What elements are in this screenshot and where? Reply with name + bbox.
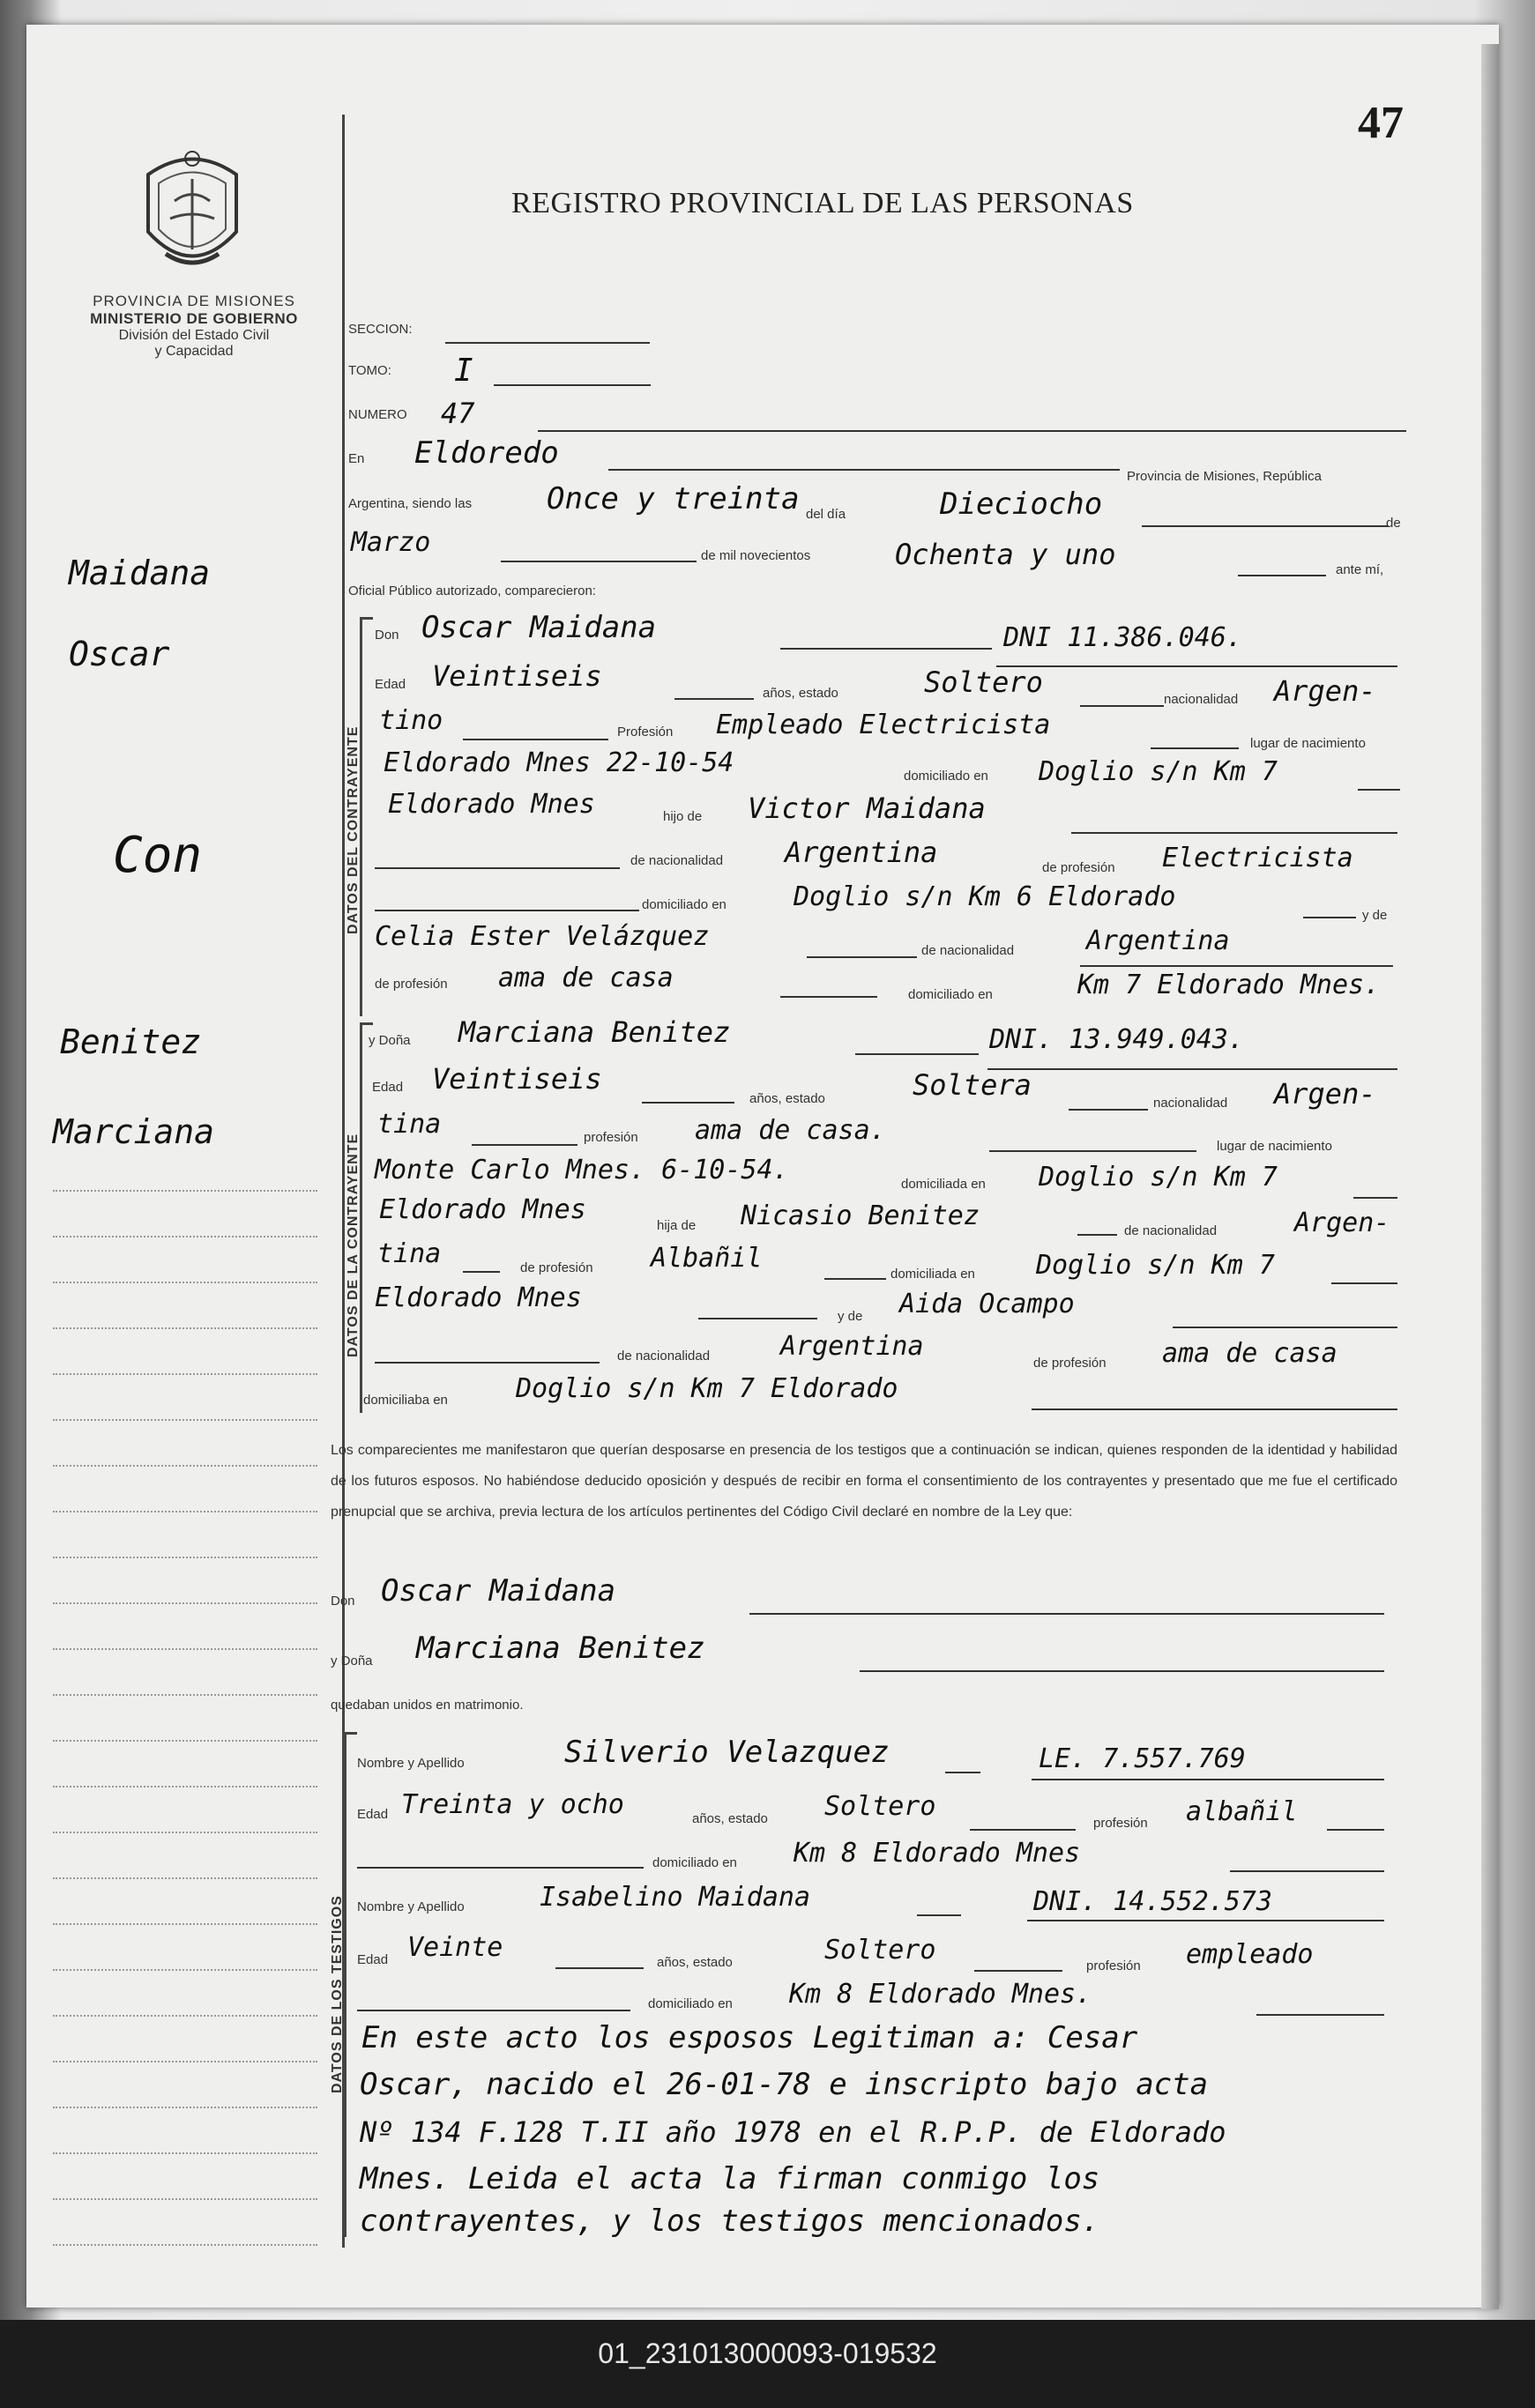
tomo-label: TOMO: <box>348 363 391 378</box>
bride-address: Doglio s/n Km 7 <box>1039 1162 1278 1193</box>
groom-father-dom-label: domiciliado en <box>642 897 727 912</box>
groom-lugar-label: lugar de nacimiento <box>1250 736 1366 751</box>
bride-dona-label: y Doña <box>369 1033 411 1048</box>
w1-edad-label: Edad <box>357 1807 389 1822</box>
groom-dni-line <box>996 665 1397 667</box>
bride-mother-line <box>1173 1327 1397 1328</box>
groom-estado: Soltero <box>924 665 1043 699</box>
w1-name: Silverio Velazquez <box>564 1735 890 1770</box>
w2-prof-label: profesión <box>1086 1958 1141 1973</box>
margin-groom-name: Oscar <box>69 635 170 673</box>
w2-id-line <box>1027 1920 1384 1921</box>
day-label: del día <box>806 507 846 522</box>
groom-mother-nat-label: de nacionalidad <box>921 943 1015 958</box>
bride-address-b: Eldorado Mnes <box>379 1194 586 1225</box>
note-line-5: contrayentes, y los testigos mencionados. <box>360 2204 1100 2239</box>
groom-mother-prof: ama de casa <box>498 962 674 993</box>
groom-prof-line <box>1151 747 1239 749</box>
bride-father-prof-line <box>824 1278 886 1280</box>
bride-mother-address-line <box>1032 1408 1397 1410</box>
bride-father-dom-label: domiciliada en <box>890 1267 975 1282</box>
groom-don-label: Don <box>375 628 399 643</box>
groom-dom-label: domiciliado en <box>904 769 988 784</box>
seccion-line <box>445 342 650 344</box>
groom-edad-label: Edad <box>375 677 406 692</box>
day-value: Dieciocho <box>940 487 1103 522</box>
groom-age: Veintiseis <box>432 659 602 693</box>
bride-father-line <box>1077 1234 1117 1236</box>
bride-prof-label: profesión <box>584 1130 638 1145</box>
groom-father-dom-line <box>375 910 639 911</box>
bride-nationality-a: Argen- <box>1274 1077 1376 1111</box>
bride-father-prof-label: de profesión <box>520 1260 593 1275</box>
en-label: En <box>348 451 365 466</box>
decl-don-label: Don <box>331 1594 355 1609</box>
page-edge <box>1481 44 1499 2309</box>
bride-estado: Soltera <box>913 1068 1032 1102</box>
year-line <box>1238 575 1326 576</box>
decl-groom-line <box>749 1613 1384 1615</box>
groom-father: Victor Maidana <box>748 792 986 825</box>
w1-name-label: Nombre y Apellido <box>357 1756 465 1771</box>
note-line-3: Nº 134 F.128 T.II año 1978 en el R.P.P. de Eldorado <box>360 2115 1226 2149</box>
w1-dom-label: domiciliado en <box>652 1855 737 1870</box>
groom-mother-address: Km 7 Eldorado Mnes. <box>1077 970 1381 1000</box>
institution-block <box>62 293 326 360</box>
institution-line-2: MINISTERIO DE GOBIERNO <box>90 310 298 327</box>
bride-father-address-b: Eldorado Mnes <box>375 1282 582 1313</box>
note-line-2: Oscar, nacido el 26-01-78 e inscripto bajo acta <box>360 2067 1209 2102</box>
place-value: Eldoredo <box>414 435 559 471</box>
bride-profession: ama de casa. <box>695 1115 886 1146</box>
bride-lugar-label: lugar de nacimiento <box>1217 1139 1332 1154</box>
groom-mother-nat: Argentina <box>1086 925 1230 956</box>
bride-prof-line <box>989 1150 1196 1152</box>
bride-bracket <box>360 1022 373 1413</box>
numero-value: 47 <box>441 397 475 430</box>
groom-prof-label: Profesión <box>617 725 674 739</box>
w2-address: Km 8 Eldorado Mnes. <box>789 1979 1092 2010</box>
groom-mother-nat-line <box>1080 965 1393 967</box>
groom-estado-label: años, estado <box>763 686 838 701</box>
witness-section-label: DATOS DE LOS TESTIGOS <box>330 1895 345 2093</box>
bride-father-address-line <box>1331 1282 1397 1284</box>
bride-name-line <box>855 1053 979 1055</box>
bride-nationality-b: tina <box>377 1109 442 1140</box>
note-line-4: Mnes. Leida el acta la firman conmigo los <box>360 2161 1100 2196</box>
bride-mother-prof-label: de profesión <box>1033 1356 1107 1371</box>
w2-edad-label: Edad <box>357 1952 389 1967</box>
provincial-seal-icon <box>139 148 245 279</box>
seccion-label: SECCION: <box>348 322 413 337</box>
bride-mother-nat-line-a <box>375 1362 600 1364</box>
groom-nat-label: nacionalidad <box>1164 692 1239 707</box>
groom-address-b: Eldorado Mnes <box>388 789 595 820</box>
margin-bride-name: Marciana <box>53 1112 215 1151</box>
declaration-paragraph: Los comparecientes me manifestaron que querían desposarse en presencia de los testigos que a continuación se indican, quienes responden de la identidad y habilidad de los futuros esposos. No habiéndose deducido oposición y después de recibir en forma el consentimiento de los contrayentes y presentado que me fue el certificado prenupcial que se archiva, previa lectura de los artículos pertinentes del Código Civil declaré en nombre de la Ley que: <box>331 1443 1397 1520</box>
bride-name: Marciana Benitez <box>458 1015 731 1049</box>
year-label: de mil novecientos <box>701 548 811 563</box>
bride-age-line <box>642 1102 734 1104</box>
w1-address: Km 8 Eldorado Mnes <box>794 1838 1081 1869</box>
w1-estado: Soltero <box>824 1791 936 1822</box>
institution-line-4: y Capacidad <box>154 344 234 359</box>
w2-dom-label: domiciliado en <box>648 1996 733 2011</box>
groom-father-line <box>1071 832 1397 834</box>
numero-line <box>538 430 1406 432</box>
bride-father-nat-label: de nacionalidad <box>1124 1223 1218 1238</box>
bride-mother: Aida Ocampo <box>899 1289 1075 1319</box>
bride-dni-line <box>987 1068 1397 1070</box>
groom-name: Oscar Maidana <box>421 610 657 645</box>
groom-birth: Eldorado Mnes 22-10-54 <box>384 747 734 778</box>
groom-name-line <box>780 648 992 650</box>
margin-bride-surname: Benitez <box>60 1022 202 1061</box>
groom-hijo-label: hijo de <box>663 809 703 824</box>
bride-birth: Monte Carlo Mnes. 6-10-54. <box>375 1155 789 1185</box>
groom-father-nat-label: de nacionalidad <box>630 853 724 868</box>
bride-father-nat-b: tina <box>377 1238 442 1269</box>
groom-father-address-line <box>1303 917 1356 918</box>
groom-mother-dom-label: domiciliado en <box>908 987 993 1002</box>
bride-mother-dom-label: domiciliaba en <box>363 1393 448 1408</box>
month-line <box>501 561 697 562</box>
image-caption: 01_231013000093-019532 <box>598 2337 937 2369</box>
year-value: Ochenta y uno <box>895 538 1116 571</box>
bride-estado-label: años, estado <box>749 1091 825 1106</box>
bride-mother-prof: ama de casa <box>1162 1338 1338 1369</box>
bride-mother-address: Doglio s/n Km 7 Eldorado <box>516 1373 898 1404</box>
w2-address-line <box>1256 2014 1384 2016</box>
bride-mother-nat: Argentina <box>780 1331 924 1362</box>
margin-ruled-lines <box>53 1146 317 2246</box>
bride-dni: DNI. 13.949.043. <box>989 1024 1244 1055</box>
bride-father-address-b-line <box>698 1318 817 1319</box>
day-line <box>1142 525 1389 527</box>
w2-name: Isabelino Maidana <box>540 1882 811 1913</box>
margin-groom-surname: Maidana <box>69 554 211 592</box>
numero-label: NUMERO <box>348 407 407 422</box>
groom-address: Doglio s/n Km 7 <box>1039 756 1278 787</box>
groom-mother: Celia Ester Velázquez <box>375 921 710 952</box>
ante-label: ante mí, <box>1336 562 1384 577</box>
groom-nat-line <box>463 739 608 740</box>
bride-estado-line <box>1069 1109 1148 1111</box>
bride-edad-label: Edad <box>372 1080 404 1095</box>
w1-prof: albañil <box>1186 1796 1298 1827</box>
groom-father-address: Doglio s/n Km 6 Eldorado <box>794 881 1176 912</box>
w1-prof-line <box>1327 1829 1384 1831</box>
groom-address-line <box>1358 789 1400 791</box>
bride-father-nat-a: Argen- <box>1294 1208 1390 1238</box>
groom-father-nat-line <box>375 867 620 869</box>
groom-father-prof: Electricista <box>1162 843 1353 873</box>
w2-prof: empleado <box>1186 1939 1314 1970</box>
w1-address-line <box>1230 1870 1384 1872</box>
bride-mother-nat-label: de nacionalidad <box>617 1349 711 1364</box>
decl-closing: quedaban unidos en matrimonio. <box>331 1698 524 1713</box>
decl-bride: Marciana Benitez <box>416 1631 705 1666</box>
w2-estado-label: años, estado <box>657 1955 733 1970</box>
bride-dom-label: domiciliada en <box>901 1177 986 1192</box>
groom-nationality-a: Argen- <box>1274 674 1376 708</box>
bride-age: Veintiseis <box>432 1062 602 1096</box>
groom-yde-label: y de <box>1362 908 1388 923</box>
w2-dom-line-a <box>357 2010 630 2011</box>
bride-section-label: DATOS DE LA CONTRAYENTE <box>346 1133 361 1357</box>
groom-father-prof-label: de profesión <box>1042 860 1115 875</box>
bride-yde-label: y de <box>838 1309 863 1324</box>
tomo-line <box>494 384 651 386</box>
w2-id: DNI. 14.552.573 <box>1033 1886 1272 1917</box>
province-label: Provincia de Misiones, República <box>1127 469 1322 484</box>
bride-nat-label: nacionalidad <box>1153 1096 1228 1111</box>
w1-id: LE. 7.557.769 <box>1039 1743 1246 1774</box>
decl-groom: Oscar Maidana <box>381 1573 616 1609</box>
institution-line-3: División del Estado Civil <box>118 328 270 343</box>
margin-with: Con <box>113 827 203 884</box>
decl-bride-line <box>860 1670 1384 1672</box>
groom-nationality-b: tino <box>379 705 443 736</box>
w1-name-line <box>945 1772 980 1773</box>
decl-dona-label: y Doña <box>331 1654 373 1669</box>
bride-address-line <box>1353 1197 1397 1199</box>
groom-section-label: DATOS DEL CONTRAYENTE <box>346 725 361 934</box>
w1-estado-line <box>970 1829 1076 1831</box>
w2-age: Veinte <box>407 1932 503 1963</box>
page-title: REGISTRO PROVINCIAL DE LAS PERSONAS <box>511 187 1134 219</box>
w2-name-label: Nombre y Apellido <box>357 1899 465 1914</box>
bride-father: Nicasio Benitez <box>741 1200 980 1231</box>
w1-id-line <box>1032 1779 1384 1780</box>
month-value: Marzo <box>351 527 431 558</box>
w1-dom-line-a <box>357 1867 644 1869</box>
w1-prof-label: profesión <box>1093 1816 1148 1831</box>
w2-estado: Soltero <box>824 1935 936 1966</box>
w2-age-line <box>555 1967 644 1969</box>
tomo-value: I <box>454 353 473 389</box>
bride-father-address: Doglio s/n Km 7 <box>1036 1250 1275 1281</box>
de-label: de <box>1386 516 1401 531</box>
w1-estado-label: años, estado <box>692 1811 768 1826</box>
bride-father-nat-line <box>463 1271 500 1273</box>
hour-value: Once y treinta <box>547 481 800 517</box>
witness-bracket <box>344 1732 357 2237</box>
argentina-label: Argentina, siendo las <box>348 496 473 511</box>
groom-mother-line <box>807 956 917 958</box>
bride-hija-label: hija de <box>657 1218 697 1233</box>
groom-bracket <box>360 617 373 1016</box>
w1-age: Treinta y ocho <box>401 1789 624 1820</box>
bride-father-prof: Albañil <box>651 1243 763 1274</box>
institution-line-1: PROVINCIA DE MISIONES <box>93 293 295 309</box>
groom-age-line <box>674 698 754 700</box>
groom-dni: DNI 11.386.046. <box>1003 622 1242 653</box>
w2-name-line <box>917 1914 961 1916</box>
note-line-1: En este acto los esposos Legitiman a: Cesar <box>361 2020 1138 2055</box>
groom-mother-prof-line <box>780 996 877 998</box>
groom-father-nat: Argentina <box>785 836 938 869</box>
w2-estado-line <box>974 1970 1062 1972</box>
groom-estado-line <box>1080 705 1164 707</box>
page-number: 47 <box>1358 98 1404 148</box>
place-line <box>608 469 1120 471</box>
groom-mother-prof-label: de profesión <box>375 977 448 992</box>
groom-profession: Empleado Electricista <box>716 710 1051 740</box>
bride-nat-line <box>472 1144 577 1146</box>
oficial-label: Oficial Público autorizado, comparecieron: <box>348 583 596 598</box>
